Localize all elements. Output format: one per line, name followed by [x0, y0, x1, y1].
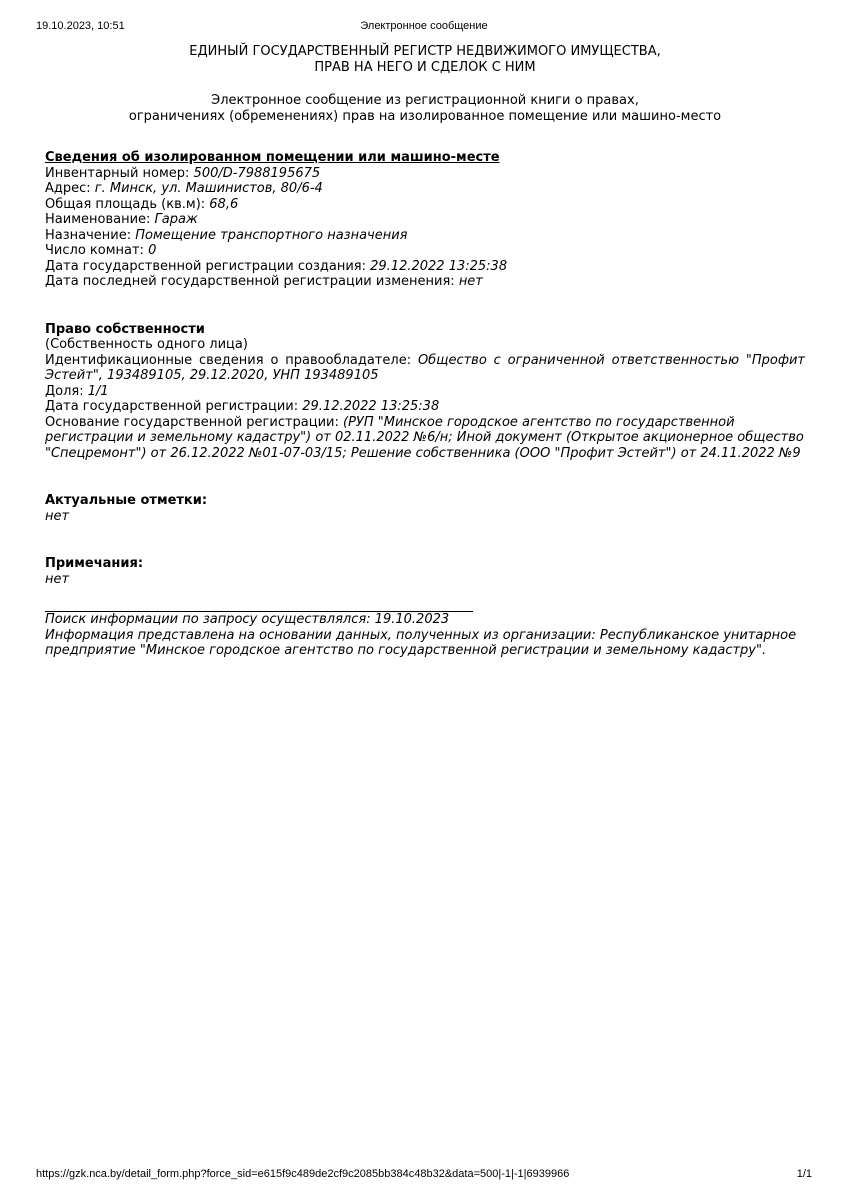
title-line: ЕДИНЫЙ ГОСУДАРСТВЕННЫЙ РЕГИСТР НЕДВИЖИМОГО ИМУЩЕСТВА,: [189, 44, 661, 59]
field-value: 29.12.2022 13:25:38: [302, 399, 440, 414]
field-value: г. Минск, ул. Машинистов, 80/6-4: [94, 181, 323, 196]
field-label: Идентификационные сведения о правообладателе:: [45, 352, 418, 368]
field-label: Инвентарный номер:: [45, 165, 194, 181]
document-title: [45, 44, 805, 75]
document: [45, 44, 805, 659]
print-datetime: 19.10.2023, 10:51: [36, 20, 125, 32]
field-value: (РУП "Минское городское агентство по государственной регистрации и земельному кадастру") от 02.11.2022 №6/н; Иной документ (Открытое акционерное общество "Спецремонт") от 26.12.2022 №01-07-03/15; Решение собственника (ООО "Профит Эстейт") от 24.11.2022 №9: [45, 414, 804, 461]
field-value: Общество с ограниченной ответственностью "Профит Эстейт", 193489105, 29.12.2020, УНП 193489105: [45, 352, 805, 383]
field-value: Помещение транспортного назначения: [135, 227, 408, 243]
actual-marks-heading: Актуальные отметки:: [45, 493, 208, 508]
field-name: [45, 212, 805, 228]
field-value: 0: [148, 243, 157, 258]
field-registration-date: [45, 399, 805, 415]
notes-value: нет: [45, 571, 70, 587]
field-label: Дата государственной регистрации:: [45, 399, 303, 414]
field-value: нет: [458, 274, 483, 289]
ownership-subheading: (Собственность одного лица): [45, 337, 248, 352]
field-label: Дата последней государственной регистрации изменения:: [45, 274, 459, 289]
field-label: Число комнат:: [45, 243, 149, 258]
field-value: 1/1: [87, 383, 109, 399]
field-creation-reg-date: [45, 259, 805, 275]
data-source-note: Информация представлена на основании данных, полученных из организации: Республиканское унитарное предприятие "Минское городское агентство по государственной регистрации и земельному кадастру".: [45, 627, 797, 658]
field-purpose: [45, 228, 805, 244]
print-url: https://gzk.nca.by/detail_form.php?force_sid=e615f9c489de2cf9c2085bb384c48b32&data=500|-1|-1|6939966: [36, 1168, 570, 1180]
title-line: ПРАВ НА НЕГО И СДЕЛОК С НИМ: [314, 59, 536, 75]
field-label: Дата государственной регистрации создания:: [45, 258, 371, 274]
print-footer: [36, 1168, 812, 1182]
actual-marks-value: нет: [45, 508, 70, 524]
field-value: 500/D-7988195675: [193, 165, 321, 181]
field-total-area: [45, 197, 805, 213]
field-value: 68,6: [209, 196, 239, 212]
field-label: Адрес:: [45, 181, 95, 196]
footer-notes: [45, 612, 805, 659]
subtitle-line: ограничениях (обременениях) прав на изолированное помещение или машино-место: [128, 108, 722, 124]
ownership-section: [45, 322, 805, 462]
field-label: Основание государственной регистрации:: [45, 414, 344, 430]
field-rights-holder: [45, 353, 805, 384]
document-subtitle: [45, 93, 805, 124]
field-value: Гараж: [154, 212, 198, 227]
field-registration-basis: [45, 415, 805, 462]
field-share: [45, 384, 805, 400]
search-date-note: Поиск информации по запросу осуществлялся: 19.10.2023: [45, 612, 450, 627]
field-value: 29.12.2022 13:25:38: [370, 258, 508, 274]
field-room-count: [45, 243, 805, 259]
ownership-heading: Право собственности: [45, 321, 205, 337]
print-header: [36, 20, 812, 34]
field-label: Наименование:: [45, 212, 155, 227]
object-section-heading: Сведения об изолированном помещении или машино-месте: [45, 150, 500, 165]
notes-heading: Примечания:: [45, 556, 144, 571]
field-inventory-number: [45, 166, 805, 182]
object-section: [45, 150, 805, 290]
print-title: Электронное сообщение: [360, 20, 488, 32]
subtitle-line: Электронное сообщение из регистрационной книги о правах,: [211, 93, 639, 108]
page-number: 1/1: [796, 1168, 812, 1180]
actual-marks-section: [45, 493, 805, 524]
field-last-change-reg-date: [45, 274, 805, 290]
field-address: [45, 181, 805, 197]
field-label: Общая площадь (кв.м):: [45, 196, 210, 212]
field-label: Доля:: [45, 383, 88, 399]
field-label: Назначение:: [45, 227, 136, 243]
notes-section: [45, 556, 805, 587]
